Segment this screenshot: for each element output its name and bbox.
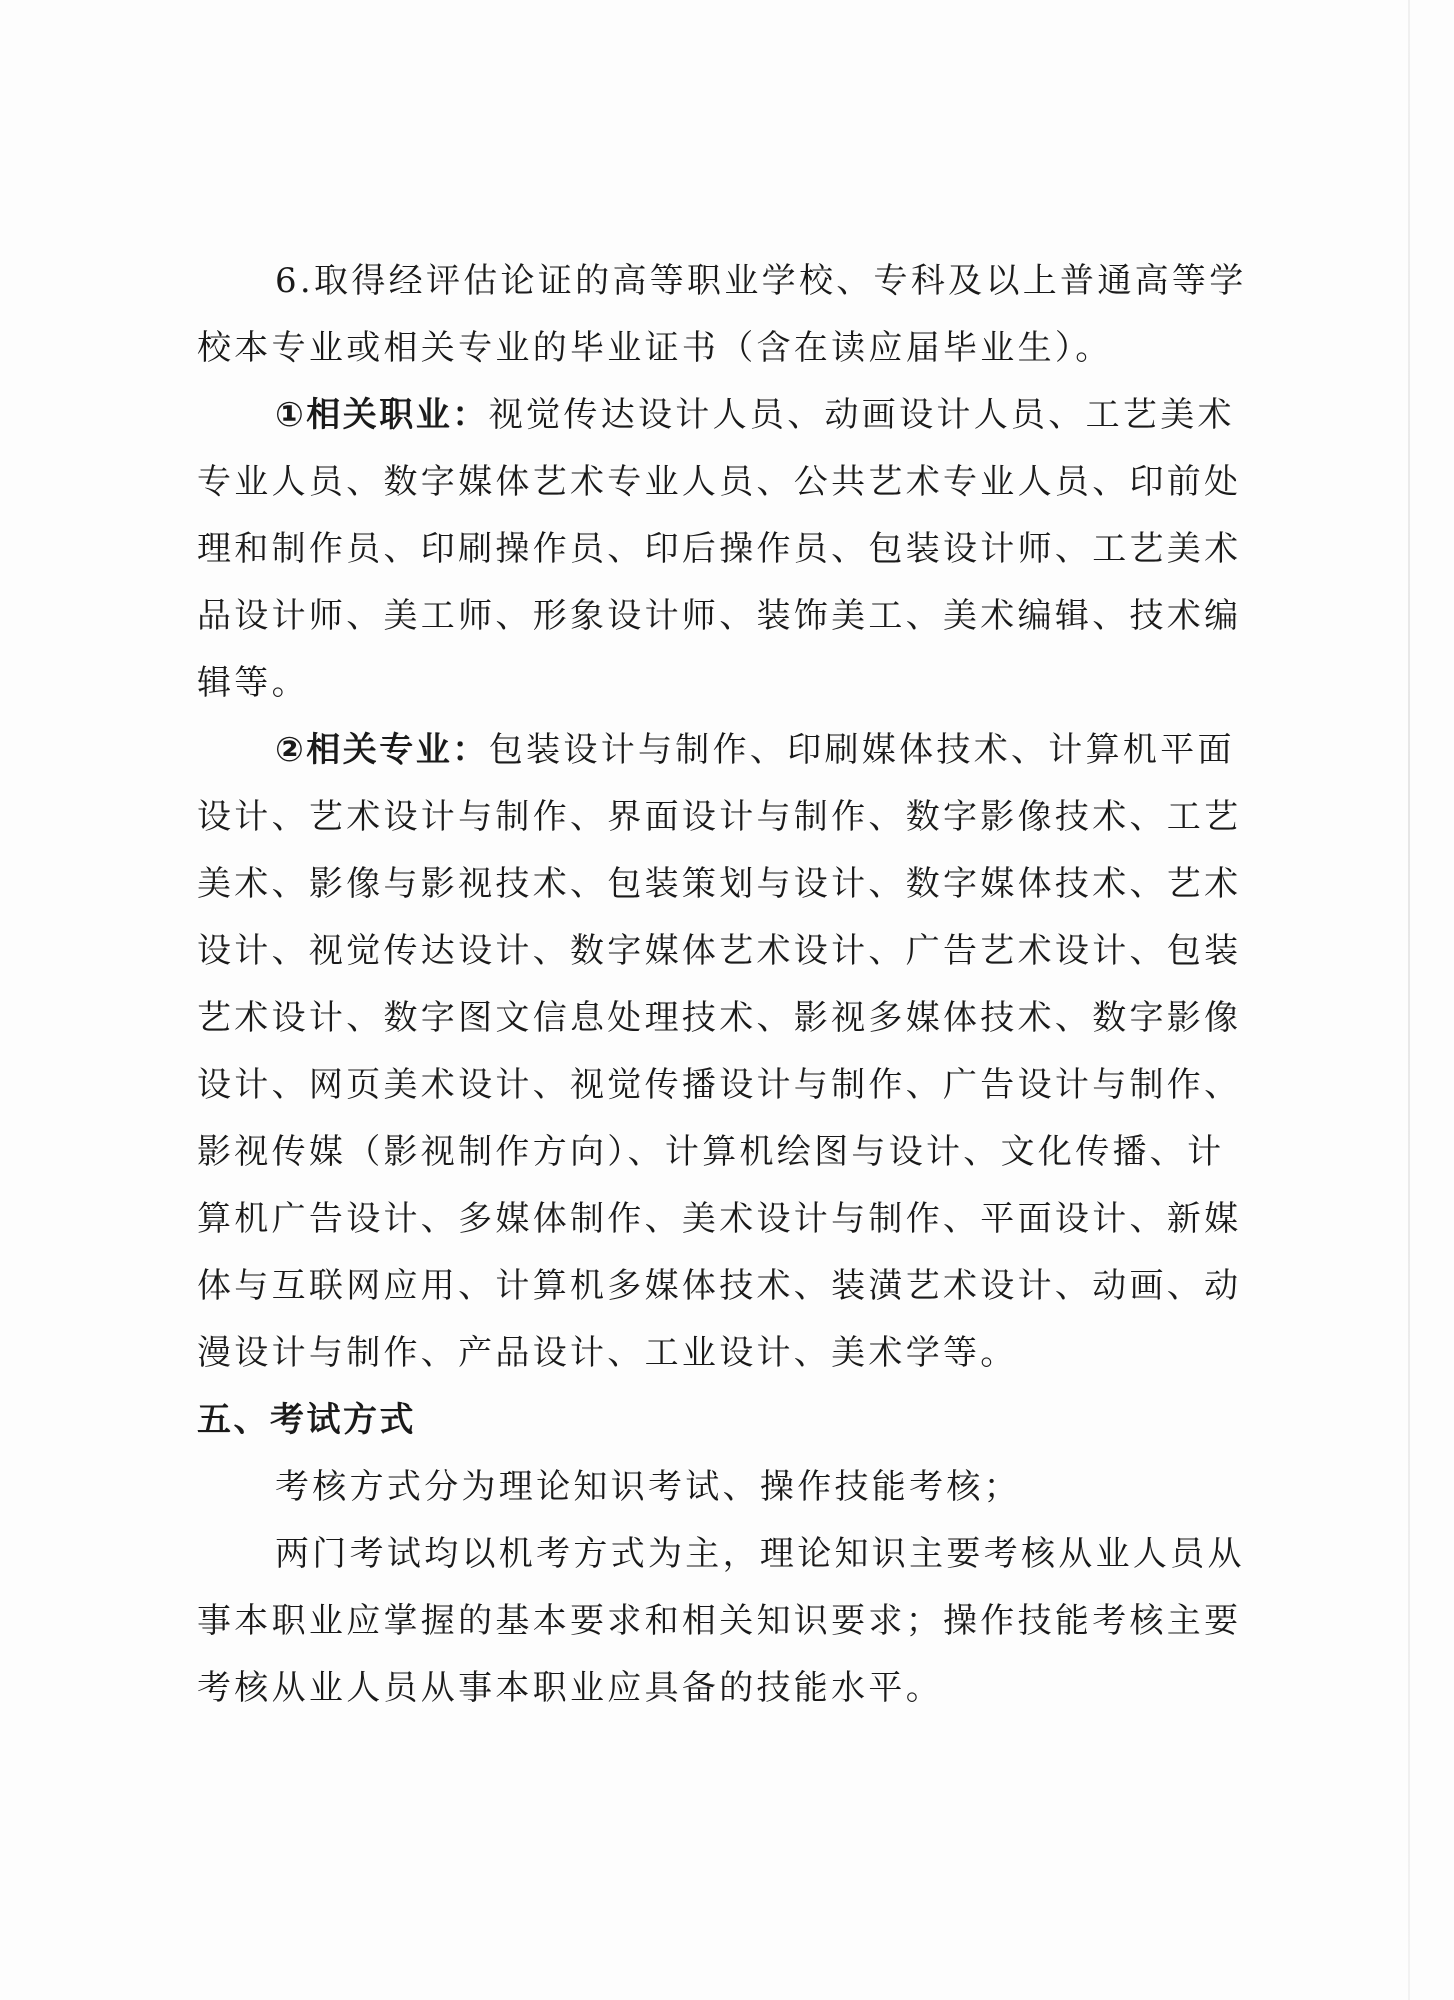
related-majors-line-4: 设计、视觉传达设计、数字媒体艺术设计、广告艺术设计、包装: [197, 931, 1242, 971]
related-majors-line-7: 影视传媒（影视制作方向）、计算机绘图与设计、文化传播、计: [197, 1132, 1225, 1172]
related-occupations-line-1: 视觉传达设计人员、动画设计人员、工艺美术: [488, 395, 1235, 435]
item6-line-1: 6.取得经评估论证的高等职业学校、专科及以上普通高等学: [275, 261, 1247, 301]
section5-paragraph1: 考核方式分为理论知识考试、操作技能考核；: [275, 1467, 1021, 1507]
section5-paragraph2-line-2: 事本职业应掌握的基本要求和相关知识要求；操作技能考核主要: [197, 1601, 1242, 1641]
related-occupations-line-4: 品设计师、美工师、形象设计师、装饰美工、美术编辑、技术编: [197, 596, 1242, 636]
related-occupations-line-5: 辑等。: [197, 663, 309, 703]
section5-paragraph2-line-3: 考核从业人员从事本职业应具备的技能水平。: [197, 1668, 943, 1708]
related-majors-line-8: 算机广告设计、多媒体制作、美术设计与制作、平面设计、新媒: [197, 1199, 1242, 1239]
related-occupations-line-3: 理和制作员、印刷操作员、印后操作员、包装设计师、工艺美术: [197, 529, 1242, 569]
related-occupations-first-line: [197, 382, 1259, 449]
item6-line-2: 校本专业或相关专业的毕业证书（含在读应届毕业生）。: [197, 328, 1113, 368]
related-majors-line-1: 包装设计与制作、印刷媒体技术、计算机平面: [488, 730, 1235, 770]
related-occupations-line-2: 专业人员、数字媒体艺术专业人员、公共艺术专业人员、印前处: [197, 462, 1242, 502]
related-majors-line-2: 设计、艺术设计与制作、界面设计与制作、数字影像技术、工艺: [197, 797, 1242, 837]
related-majors-line-10: 漫设计与制作、产品设计、工业设计、美术学等。: [197, 1333, 1018, 1373]
related-majors-line-6: 设计、网页美术设计、视觉传播设计与制作、广告设计与制作、: [197, 1065, 1242, 1105]
document-body: [197, 248, 1259, 1722]
scan-edge-shadow: [1408, 0, 1410, 2000]
section5-heading: 五、考试方式: [197, 1400, 416, 1440]
related-occupations-label: ①相关职业：: [275, 395, 489, 435]
related-majors-line-9: 体与互联网应用、计算机多媒体技术、装潢艺术设计、动画、动: [197, 1266, 1242, 1306]
related-majors-line-5: 艺术设计、数字图文信息处理技术、影视多媒体技术、数字影像: [197, 998, 1242, 1038]
related-majors-first-line: [197, 717, 1259, 784]
related-majors-line-3: 美术、影像与影视技术、包装策划与设计、数字媒体技术、艺术: [197, 864, 1242, 904]
section5-paragraph2-line-1: 两门考试均以机考方式为主，理论知识主要考核从业人员从: [275, 1534, 1245, 1574]
related-majors-label: ②相关专业：: [275, 730, 489, 770]
